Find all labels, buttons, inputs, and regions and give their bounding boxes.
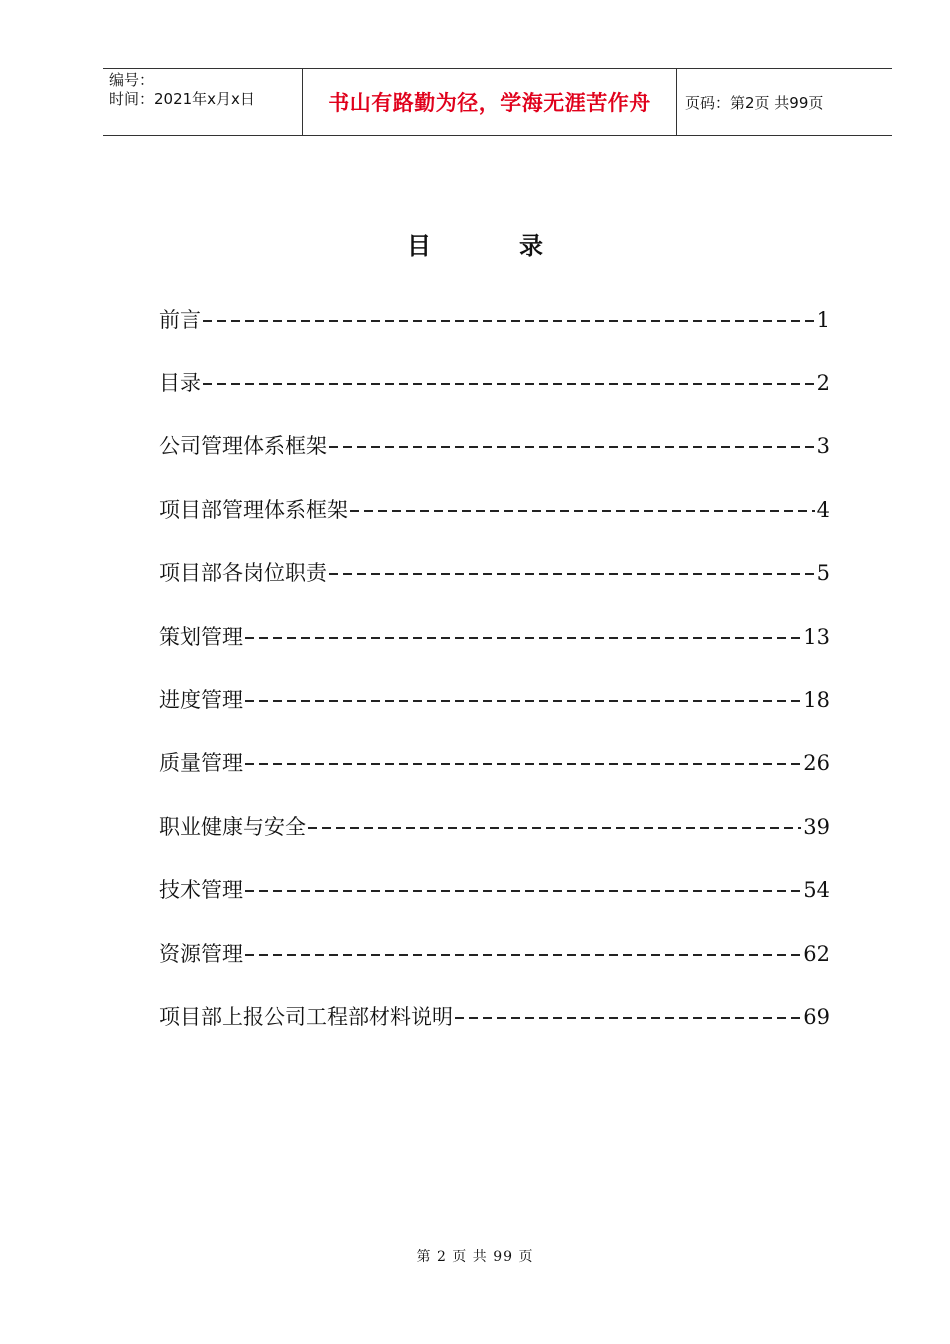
toc-entry[interactable] xyxy=(159,668,830,731)
toc-title xyxy=(0,226,950,261)
toc-entry[interactable] xyxy=(159,922,830,985)
toc-title-char-1: 目 xyxy=(407,232,431,260)
toc-entry[interactable] xyxy=(159,288,830,351)
header-motto: 书山有路勤为径，学海无涯苦作舟 xyxy=(303,69,677,135)
table-of-contents xyxy=(159,288,830,1049)
toc-entry-label: 项目部上报公司工程部材料说明 xyxy=(159,1004,453,1029)
toc-title-char-2: 录 xyxy=(519,232,543,260)
toc-entry-label: 前言 xyxy=(159,307,201,332)
toc-entry-label: 目录 xyxy=(159,371,201,396)
toc-entry-page: 69 xyxy=(803,1004,830,1029)
toc-leader xyxy=(245,890,801,892)
toc-entry[interactable] xyxy=(159,478,830,541)
toc-entry[interactable] xyxy=(159,605,830,668)
toc-entry-label: 技术管理 xyxy=(159,878,243,903)
toc-entry-label: 项目部各岗位职责 xyxy=(159,561,327,586)
header-page-info: 页码：第2页 共99页 xyxy=(685,93,824,112)
toc-leader xyxy=(350,510,815,512)
page-footer: 第 2 页 共 99 页 xyxy=(416,1249,534,1265)
toc-entry-page: 18 xyxy=(803,688,830,713)
header-meta xyxy=(103,69,303,135)
toc-entry-label: 质量管理 xyxy=(159,751,243,776)
toc-entry-label: 进度管理 xyxy=(159,688,243,713)
toc-entry[interactable] xyxy=(159,351,830,414)
toc-entry-page: 3 xyxy=(816,434,830,459)
toc-leader xyxy=(245,763,801,765)
toc-entry-page: 1 xyxy=(816,307,830,332)
toc-entry-page: 2 xyxy=(816,371,830,396)
header-number-label: 编号： xyxy=(109,71,155,89)
toc-leader xyxy=(203,320,815,322)
toc-leader xyxy=(245,954,801,956)
toc-entry-page: 39 xyxy=(803,814,830,839)
toc-leader xyxy=(245,637,801,639)
toc-entry[interactable] xyxy=(159,985,830,1048)
toc-entry-page: 26 xyxy=(803,751,830,776)
header-date-label: 时间：2021年x月x日 xyxy=(109,90,255,108)
toc-entry[interactable] xyxy=(159,415,830,478)
toc-leader xyxy=(245,700,801,702)
toc-entry-label: 资源管理 xyxy=(159,941,243,966)
toc-leader xyxy=(455,1017,801,1019)
toc-entry-page: 4 xyxy=(816,497,830,522)
toc-entry[interactable] xyxy=(159,542,830,605)
toc-entry-page: 62 xyxy=(803,941,830,966)
toc-entry[interactable] xyxy=(159,732,830,795)
toc-entry-label: 职业健康与安全 xyxy=(159,814,306,839)
toc-leader xyxy=(329,446,815,448)
toc-entry[interactable] xyxy=(159,859,830,922)
toc-leader xyxy=(203,383,815,385)
toc-leader xyxy=(308,827,801,829)
toc-leader xyxy=(329,573,815,575)
toc-entry-label: 公司管理体系框架 xyxy=(159,434,327,459)
toc-entry-page: 54 xyxy=(803,878,830,903)
toc-entry-label: 策划管理 xyxy=(159,624,243,649)
toc-entry-page: 5 xyxy=(816,561,830,586)
toc-entry-page: 13 xyxy=(803,624,830,649)
page-header xyxy=(103,68,892,136)
toc-entry[interactable] xyxy=(159,795,830,858)
toc-entry-label: 项目部管理体系框架 xyxy=(159,497,348,522)
